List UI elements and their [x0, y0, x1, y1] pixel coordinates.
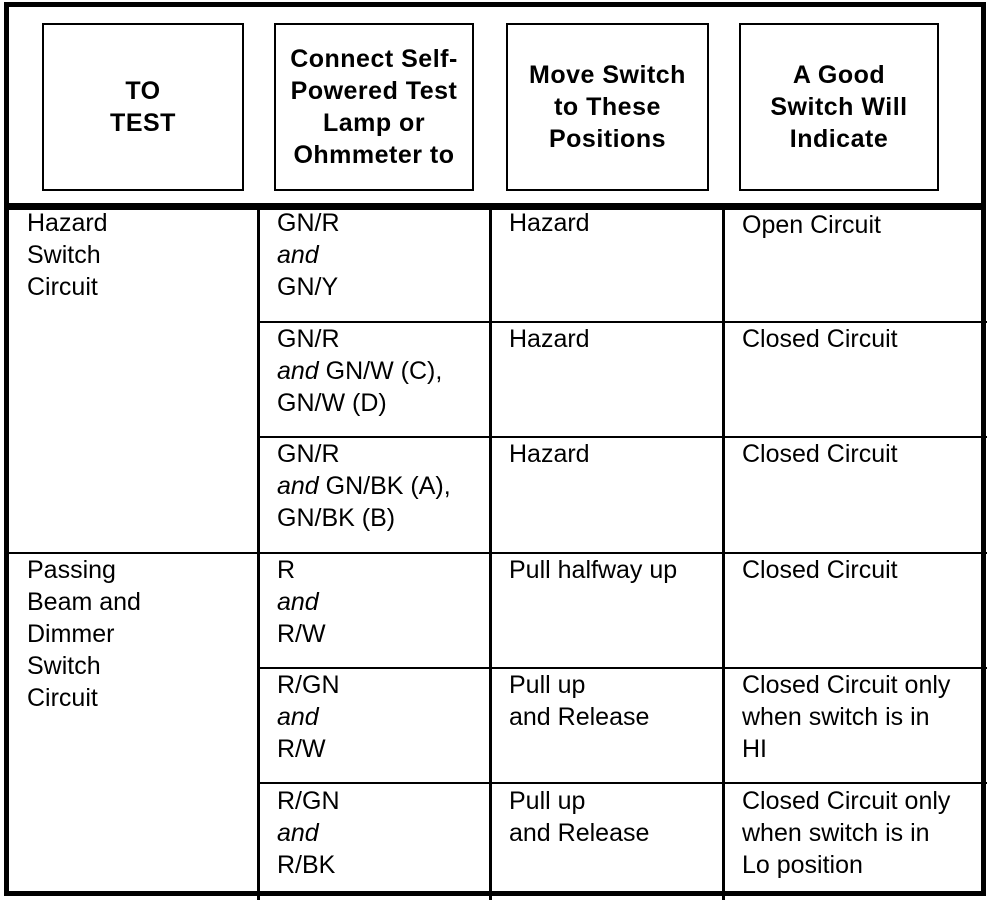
and-word: and: [277, 588, 319, 616]
header-indicate: [739, 23, 939, 191]
header-connect: [274, 23, 474, 191]
header-label: A Good Switch Will Indicate: [770, 61, 908, 153]
indicate-cell: Closed Circuit only when switch is in Lo position: [742, 787, 951, 879]
connect-cell: [277, 554, 326, 650]
position-cell: Hazard: [509, 325, 590, 353]
col-divider: [257, 210, 260, 900]
connect-b: GN/BK (A), GN/BK (B): [277, 472, 451, 532]
position-cell: Pull up and Release: [509, 671, 650, 731]
group-label-passing-beam: Passing Beam and Dimmer Switch Circuit: [27, 556, 141, 712]
position-cell: Hazard: [509, 440, 590, 468]
connect-cell: [277, 669, 340, 765]
row-divider: [257, 782, 987, 784]
connect-a: GN/R: [277, 209, 340, 237]
and-word: and: [277, 819, 319, 847]
connect-a: R: [277, 556, 296, 584]
position-cell: Pull up and Release: [509, 787, 650, 847]
connect-a: GN/R: [277, 325, 340, 353]
header-label: TO TEST: [110, 77, 176, 137]
and-word: and: [277, 472, 319, 500]
position-cell: Hazard: [509, 209, 590, 237]
col-divider: [722, 210, 725, 900]
connect-cell: [277, 207, 340, 303]
connect-a: R/GN: [277, 671, 340, 699]
and-word: and: [277, 241, 319, 269]
group-label-hazard: Hazard Switch Circuit: [27, 209, 108, 301]
and-word: and: [277, 703, 319, 731]
col-divider: [489, 210, 492, 900]
connect-b: GN/Y: [277, 273, 339, 301]
connect-b: R/W: [277, 620, 326, 648]
connect-a: GN/R: [277, 440, 340, 468]
indicate-cell: Closed Circuit: [742, 325, 898, 353]
connect-cell: [277, 785, 340, 881]
indicate-cell: Closed Circuit only when switch is in HI: [742, 671, 951, 763]
indicate-cell: Closed Circuit: [742, 556, 898, 584]
and-word: and: [277, 357, 319, 385]
connect-a: R/GN: [277, 787, 340, 815]
position-cell: Pull halfway up: [509, 556, 678, 584]
header-label: Move Switch to These Positions: [529, 61, 686, 153]
connect-b: GN/W (C), GN/W (D): [277, 357, 443, 417]
header-move-switch: [506, 23, 709, 191]
table-header: [9, 7, 981, 210]
indicate-cell: Closed Circuit: [742, 440, 898, 468]
header-label: Connect Self- Powered Test Lamp or Ohmmeter to: [290, 45, 458, 169]
connect-b: R/W: [277, 735, 326, 763]
switch-test-table: [4, 2, 986, 896]
indicate-cell: Open Circuit: [742, 211, 881, 239]
connect-cell: [277, 438, 451, 534]
connect-b: R/BK: [277, 851, 336, 879]
connect-cell: [277, 323, 442, 419]
header-to-test: [42, 23, 244, 191]
